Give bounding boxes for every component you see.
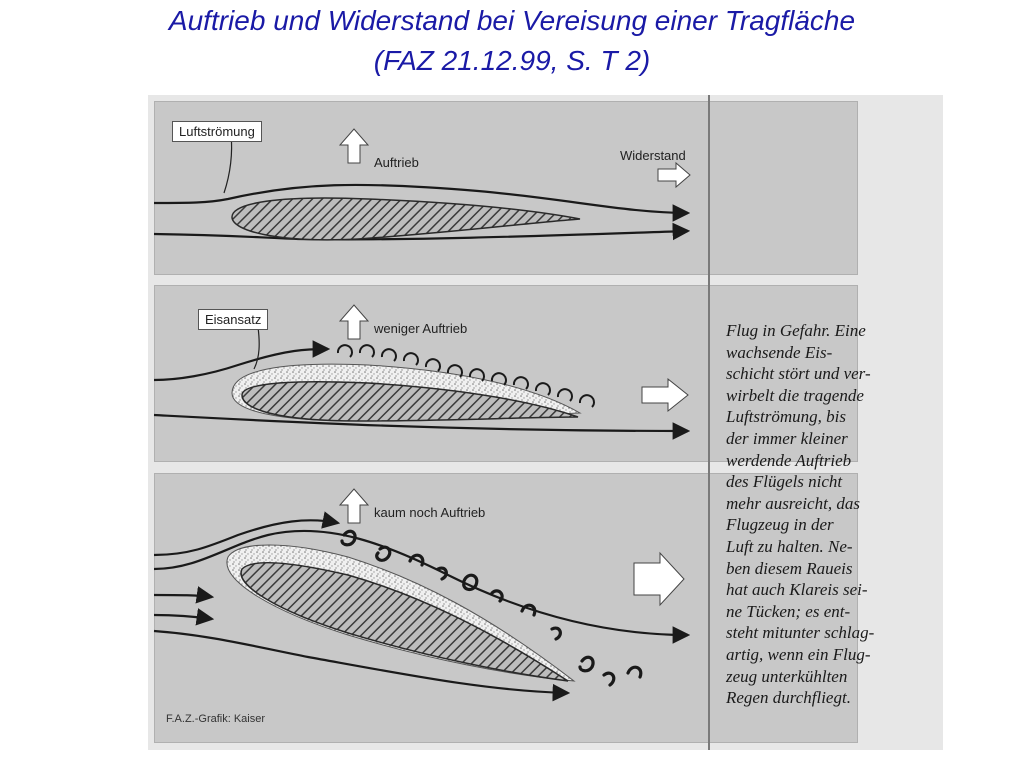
caption-line: zeug unterkühlten bbox=[726, 666, 848, 686]
caption-line: wachsende Eis- bbox=[726, 342, 833, 362]
ice-deposit-label: Eisansatz bbox=[198, 309, 268, 330]
caption-line: des Flügels nicht bbox=[726, 472, 843, 492]
graphic-credit: F.A.Z.-Grafik: Kaiser bbox=[166, 713, 266, 725]
drag-arrow-large bbox=[634, 553, 684, 605]
minimal-lift-label: kaum noch Auftrieb bbox=[374, 505, 486, 520]
caption-line: Flugzeug in der bbox=[726, 515, 834, 535]
caption-line: schicht stört und ver- bbox=[726, 364, 871, 384]
caption-line: mehr ausreicht, das bbox=[726, 493, 860, 513]
panel-1-art bbox=[154, 129, 690, 240]
streamline-mid-2 bbox=[154, 615, 212, 619]
caption-line: ne Tücken; es ent- bbox=[726, 601, 851, 621]
title-line-2: (FAZ 21.12.99, S. T 2) bbox=[373, 45, 651, 76]
caption-column bbox=[726, 320, 936, 709]
caption-line: Luftströmung, bis bbox=[726, 407, 846, 427]
drag-label: Widerstand bbox=[620, 148, 686, 163]
caption-line: hat auch Klareis sei- bbox=[726, 580, 868, 600]
caption-line: wirbelt die tragende bbox=[726, 385, 864, 405]
drag-arrow-medium bbox=[642, 379, 688, 411]
reduced-lift-label: weniger Auftrieb bbox=[374, 321, 468, 336]
caption-line: werdende Auftrieb bbox=[726, 450, 852, 470]
caption-line: Flug in Gefahr. Eine bbox=[726, 321, 866, 340]
caption-line: ben diesem Raueis bbox=[726, 558, 853, 578]
caption-line: der immer kleiner bbox=[726, 428, 848, 448]
newspaper-figure bbox=[148, 95, 943, 750]
title-line-1: Auftrieb und Widerstand bei Vereisung einer Tragfläche bbox=[168, 5, 856, 36]
lift-arrow-minimal bbox=[340, 489, 368, 523]
airflow-label: Luftströmung bbox=[172, 121, 262, 142]
caption-line: artig, wenn ein Flug- bbox=[726, 644, 871, 664]
streamline-mid bbox=[154, 595, 212, 597]
label-leader-airflow bbox=[224, 133, 232, 193]
caption-line: steht mitunter schlag- bbox=[726, 623, 875, 643]
caption-line: Regen durchfliegt. bbox=[726, 688, 851, 708]
lift-label: Auftrieb bbox=[374, 155, 419, 170]
airfoil-clean bbox=[232, 198, 580, 240]
label-leader-ice bbox=[254, 327, 259, 369]
drag-arrow-small bbox=[658, 163, 690, 187]
lift-arrow bbox=[340, 129, 368, 163]
lift-arrow-reduced bbox=[340, 305, 368, 339]
caption-line: Luft zu halten. Ne- bbox=[726, 536, 853, 556]
